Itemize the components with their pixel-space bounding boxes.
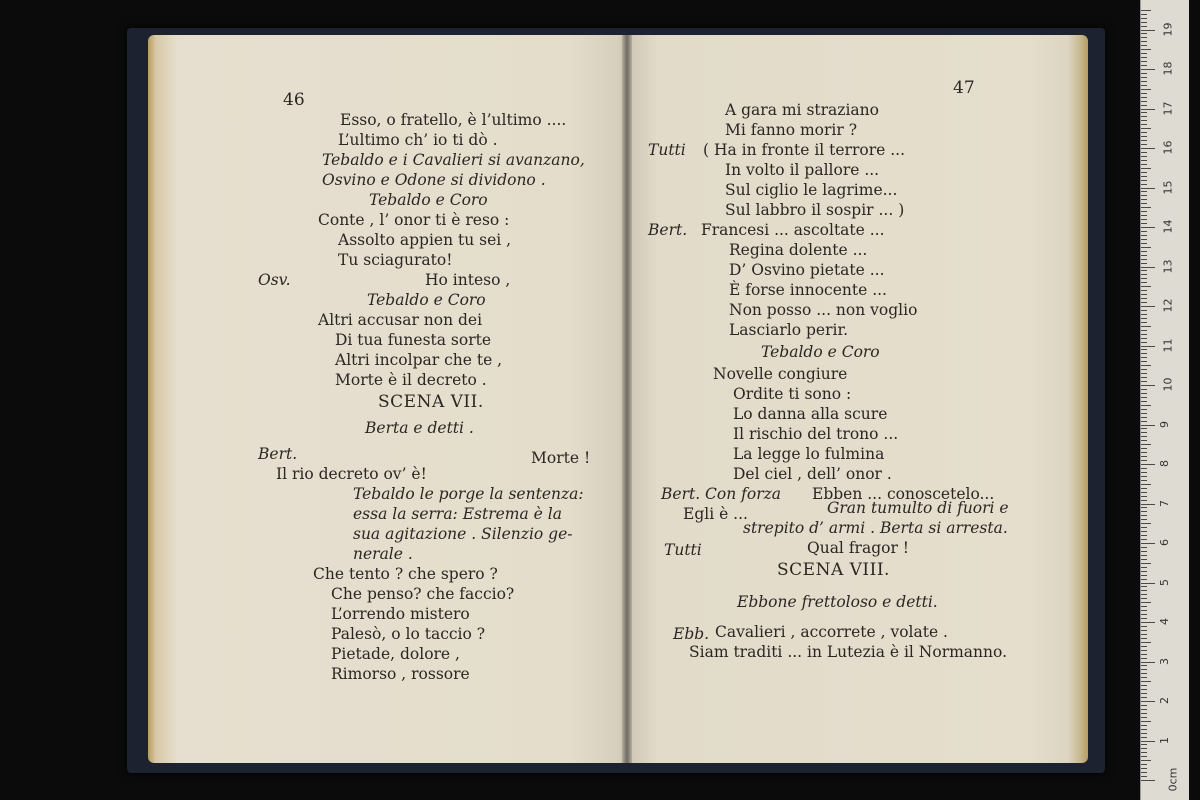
ruler-tick — [1141, 33, 1147, 34]
ruler-tick — [1141, 227, 1155, 228]
text-line: Altri incolpar che te , — [335, 351, 503, 369]
ruler-tick — [1141, 729, 1147, 730]
ruler-number: 7 — [1158, 499, 1171, 507]
ruler-tick — [1141, 590, 1147, 591]
text-line: Tutti — [664, 541, 702, 559]
text-line: Cavalieri , accorrete , volate . — [715, 623, 948, 641]
text-line: Ebbone frettoloso e detti. — [737, 593, 938, 611]
ruler-tick — [1141, 539, 1147, 540]
ruler-tick — [1141, 460, 1147, 461]
ruler-tick — [1141, 85, 1147, 86]
ruler-number: 3 — [1158, 657, 1171, 665]
text-line: A gara mi straziano — [725, 101, 879, 119]
ruler-tick — [1141, 594, 1147, 595]
ruler-tick — [1141, 22, 1147, 23]
text-line: strepito d’ armi . Berta si arresta. — [743, 519, 1008, 537]
ruler-tick — [1141, 239, 1147, 240]
ruler-number: 18 — [1161, 61, 1175, 76]
ruler-tick — [1141, 488, 1147, 489]
page-number: 46 — [283, 90, 305, 110]
text-line: Bert. — [258, 445, 298, 463]
ruler-tick — [1141, 109, 1155, 110]
text-line: Tu sciagurato! — [338, 251, 453, 269]
text-line: ( Ha in fronte il terrore ... — [703, 141, 905, 159]
ruler-tick — [1141, 650, 1147, 651]
ruler-tick — [1141, 737, 1147, 738]
ruler-tick — [1141, 401, 1147, 402]
ruler-tick — [1141, 73, 1147, 74]
text-line: Sul ciglio le lagrime... — [725, 181, 898, 199]
text-line: Mi fanno morir ? — [725, 121, 857, 139]
ruler-tick — [1141, 772, 1147, 773]
ruler-tick — [1141, 417, 1147, 418]
ruler-tick — [1141, 338, 1147, 339]
ruler-tick — [1141, 334, 1147, 335]
ruler-tick — [1141, 231, 1147, 232]
ruler-tick — [1141, 413, 1147, 414]
ruler-tick — [1141, 318, 1147, 319]
ruler-tick — [1141, 665, 1147, 666]
ruler-tick — [1141, 484, 1151, 485]
ruler-tick — [1141, 397, 1147, 398]
ruler-tick — [1141, 642, 1151, 643]
ruler-tick — [1141, 618, 1147, 619]
text-line: Ebb. — [673, 625, 710, 643]
ruler-tick — [1141, 452, 1147, 453]
ruler-tick — [1141, 195, 1147, 196]
ruler-tick — [1141, 646, 1147, 647]
ruler-tick — [1141, 357, 1147, 358]
text-line: È forse innocente ... — [729, 281, 887, 299]
ruler-tick — [1141, 669, 1147, 670]
ruler-tick — [1141, 346, 1155, 347]
text-line: L’orrendo mistero — [331, 605, 470, 623]
page-number: 47 — [953, 78, 975, 98]
ruler-tick — [1141, 26, 1147, 27]
ruler-tick — [1141, 97, 1147, 98]
text-line: Siam traditi ... in Lutezia è il Normanno. — [689, 643, 1007, 661]
ruler-tick — [1141, 45, 1147, 46]
ruler-tick — [1141, 168, 1151, 169]
text-line: nerale . — [353, 545, 413, 563]
ruler-tick — [1141, 555, 1147, 556]
text-line: Assolto appien tu sei , — [338, 231, 512, 249]
ruler-number: 1 — [1158, 736, 1171, 744]
ruler-tick — [1141, 310, 1147, 311]
text-line: Lasciarlo perir. — [729, 321, 849, 339]
ruler-tick — [1141, 717, 1147, 718]
ruler-tick — [1141, 116, 1147, 117]
ruler-tick — [1141, 37, 1147, 38]
ruler-tick — [1141, 188, 1155, 189]
ruler-tick — [1141, 559, 1147, 560]
text-line: Rimorso , rossore — [331, 665, 470, 683]
ruler-tick — [1141, 472, 1147, 473]
ruler-tick — [1141, 507, 1147, 508]
text-line: Il rischio del trono ... — [733, 425, 899, 443]
text-line: Osvino e Odone si dividono . — [322, 171, 546, 189]
ruler-tick — [1141, 377, 1147, 378]
ruler-tick — [1141, 176, 1147, 177]
text-line: Sul labbro il sospir ... ) — [725, 201, 905, 219]
ruler-tick — [1141, 270, 1147, 271]
ruler-tick — [1141, 527, 1147, 528]
ruler-tick — [1141, 515, 1147, 516]
ruler-tick — [1141, 101, 1147, 102]
ruler-tick — [1141, 456, 1147, 457]
ruler-tick — [1141, 61, 1147, 62]
ruler-tick — [1141, 598, 1147, 599]
ruler-tick — [1141, 302, 1147, 303]
ruler-tick — [1141, 223, 1147, 224]
ruler-tick — [1141, 330, 1147, 331]
ruler-tick — [1141, 342, 1147, 343]
text-line: D’ Osvino pietate ... — [729, 261, 885, 279]
ruler-tick — [1141, 583, 1155, 584]
text-line: Gran tumulto di fuori e — [827, 499, 1009, 517]
ruler-tick — [1141, 741, 1155, 742]
ruler-tick — [1141, 18, 1147, 19]
ruler-tick — [1141, 152, 1147, 153]
ruler-tick — [1141, 259, 1147, 260]
ruler-tick — [1141, 721, 1151, 722]
ruler-tick — [1141, 586, 1147, 587]
ruler-tick — [1141, 282, 1147, 283]
ruler-number: 6 — [1158, 539, 1171, 546]
ruler-tick — [1141, 120, 1147, 121]
ruler-tick — [1141, 519, 1147, 520]
ruler-tick — [1141, 523, 1151, 524]
ruler-tick — [1141, 385, 1155, 386]
text-line: Tebaldo le porge la sentenza: — [353, 485, 584, 503]
ruler-number: 15 — [1161, 180, 1175, 194]
ruler-tick — [1141, 531, 1147, 532]
ruler-tick — [1141, 365, 1151, 366]
text-line: Del ciel , dell’ onor . — [733, 465, 892, 483]
ruler-tick — [1141, 369, 1147, 370]
ruler-tick — [1141, 314, 1147, 315]
ruler-tick — [1141, 440, 1147, 441]
ruler-tick — [1141, 409, 1147, 410]
ruler-tick — [1141, 654, 1147, 655]
ruler-tick — [1141, 630, 1147, 631]
text-line: Qual fragor ! — [807, 539, 910, 557]
ruler-number: 4 — [1158, 618, 1171, 625]
ruler-number: 16 — [1161, 140, 1175, 155]
text-line: Che penso? che faccio? — [331, 585, 515, 603]
ruler-tick — [1141, 30, 1155, 31]
ruler-tick — [1141, 448, 1147, 449]
ruler-tick — [1141, 756, 1147, 757]
ruler-tick — [1141, 393, 1147, 394]
ruler-tick — [1141, 160, 1147, 161]
ruler-tick — [1141, 306, 1155, 307]
text-line: Osv. — [258, 271, 291, 289]
ruler-tick — [1141, 496, 1147, 497]
ruler-tick — [1141, 468, 1147, 469]
ruler-tick — [1141, 768, 1147, 769]
text-line: SCENA VII. — [378, 392, 484, 412]
ruler-tick — [1141, 298, 1147, 299]
ruler-tick — [1141, 93, 1147, 94]
ruler-tick — [1141, 326, 1151, 327]
ruler-tick — [1141, 760, 1151, 761]
ruler-tick — [1141, 610, 1147, 611]
ruler-number: 13 — [1161, 259, 1175, 273]
ruler-tick — [1141, 476, 1147, 477]
text-line: La legge lo fulmina — [733, 445, 885, 463]
ruler-tick — [1141, 658, 1147, 659]
ruler-tick — [1141, 492, 1147, 493]
ruler-tick — [1141, 184, 1147, 185]
ruler-tick — [1141, 480, 1147, 481]
ruler-tick — [1141, 511, 1147, 512]
ruler-tick — [1141, 547, 1147, 548]
ruler-tick — [1141, 673, 1147, 674]
ruler-tick — [1141, 128, 1151, 129]
ruler-tick — [1141, 500, 1147, 501]
ruler-tick — [1141, 112, 1147, 113]
ruler-tick — [1141, 144, 1147, 145]
ruler-tick — [1141, 132, 1147, 133]
text-line: Esso, o fratello, è l’ultimo .... — [340, 111, 567, 129]
ruler-tick — [1141, 53, 1147, 54]
ruler-tick — [1141, 14, 1147, 15]
text-line: sua agitazione . Silenzio ge- — [353, 525, 573, 543]
ruler-tick — [1141, 685, 1147, 686]
text-line: Ebben ... conoscetelo... — [812, 485, 995, 503]
ruler-tick — [1141, 764, 1147, 765]
text-line: Che tento ? che spero ? — [313, 565, 498, 583]
text-line: Egli è ... — [683, 505, 748, 523]
ruler-tick — [1141, 551, 1147, 552]
ruler-tick — [1141, 733, 1147, 734]
ruler-tick — [1141, 353, 1147, 354]
ruler-tick — [1141, 243, 1147, 244]
ruler-tick — [1141, 436, 1147, 437]
text-line: Altri accusar non dei — [318, 311, 483, 329]
ruler-tick — [1141, 124, 1147, 125]
ruler-tick — [1141, 602, 1151, 603]
ruler-tick — [1141, 504, 1155, 505]
ruler-tick — [1141, 164, 1147, 165]
ruler-tick — [1141, 567, 1147, 568]
text-line: Tebaldo e Coro — [369, 191, 488, 209]
text-line: Novelle congiure — [713, 365, 848, 383]
ruler-tick — [1141, 638, 1147, 639]
ruler-tick — [1141, 425, 1155, 426]
ruler-tick — [1141, 278, 1147, 279]
ruler-tick — [1141, 571, 1147, 572]
ruler-tick — [1141, 432, 1147, 433]
ruler-tick — [1141, 713, 1147, 714]
ruler-tick — [1141, 428, 1147, 429]
ruler-tick — [1141, 725, 1147, 726]
ruler-tick — [1141, 381, 1147, 382]
ruler-number: 17 — [1161, 101, 1175, 115]
ruler-tick — [1141, 361, 1147, 362]
ruler-tick — [1141, 219, 1147, 220]
ruler-number: 10 — [1161, 377, 1175, 392]
text-line: Ho inteso , — [425, 271, 511, 289]
ruler-number: 9 — [1158, 420, 1171, 428]
ruler-tick — [1141, 274, 1147, 275]
ruler-tick — [1141, 41, 1147, 42]
ruler-number: 5 — [1158, 578, 1171, 586]
ruler-tick — [1141, 49, 1151, 50]
ruler-tick — [1141, 286, 1151, 287]
ruler-tick — [1141, 626, 1147, 627]
ruler-number: 8 — [1158, 460, 1171, 467]
ruler-tick — [1141, 748, 1147, 749]
text-line: Pietade, dolore , — [331, 645, 460, 663]
left-page — [148, 35, 625, 763]
right-page — [628, 35, 1088, 763]
ruler-tick — [1141, 780, 1155, 781]
text-line: In volto il pallore ... — [725, 161, 880, 179]
ruler-tick — [1141, 622, 1155, 623]
text-line: L’ultimo ch’ io ti dò . — [338, 131, 498, 149]
ruler-tick — [1141, 105, 1147, 106]
ruler-tick — [1141, 701, 1155, 702]
text-line: Non posso ... non voglio — [729, 301, 918, 319]
text-line: Bert. Con forza — [661, 485, 782, 503]
ruler-number: 11 — [1161, 338, 1175, 352]
measuring-ruler — [1140, 0, 1189, 800]
text-line: Berta e detti . — [365, 419, 474, 437]
ruler-tick — [1141, 251, 1147, 252]
text-line: Tebaldo e Coro — [367, 291, 486, 309]
ruler-tick — [1141, 294, 1147, 295]
ruler-tick — [1141, 689, 1147, 690]
ruler-tick — [1141, 579, 1147, 580]
ruler-tick — [1141, 57, 1147, 58]
text-line: Conte , l’ onor ti è reso : — [318, 211, 510, 229]
text-line: Ordite ti sono : — [733, 385, 852, 403]
ruler-tick — [1141, 464, 1155, 465]
ruler-tick — [1141, 752, 1147, 753]
ruler-tick — [1141, 662, 1155, 663]
ruler-tick — [1141, 776, 1147, 777]
ruler-tick — [1141, 405, 1151, 406]
text-line: Bert. — [648, 221, 688, 239]
ruler-tick — [1141, 681, 1151, 682]
text-line: Di tua funesta sorte — [335, 331, 492, 349]
ruler-tick — [1141, 614, 1147, 615]
text-line: Morte è il decreto . — [335, 371, 487, 389]
ruler-tick — [1141, 677, 1147, 678]
text-line: Francesi ... ascoltate ... — [701, 221, 885, 239]
text-line: Palesò, o lo taccio ? — [331, 625, 486, 643]
ruler-tick — [1141, 263, 1147, 264]
text-line: Tebaldo e Coro — [761, 343, 880, 361]
ruler-tick — [1141, 247, 1151, 248]
ruler-tick — [1141, 211, 1147, 212]
text-line: essa la serra: Estrema è la — [353, 505, 562, 523]
ruler-tick — [1141, 563, 1151, 564]
ruler-number: 2 — [1158, 697, 1171, 704]
ruler-tick — [1141, 235, 1147, 236]
ruler-tick — [1141, 267, 1155, 268]
ruler-tick — [1141, 191, 1147, 192]
text-line: Regina dolente ... — [729, 241, 868, 259]
ruler-tick — [1141, 575, 1147, 576]
ruler-tick — [1141, 140, 1147, 141]
ruler-tick — [1141, 705, 1147, 706]
ruler-tick — [1141, 215, 1147, 216]
ruler-tick — [1141, 77, 1147, 78]
ruler-tick — [1141, 606, 1147, 607]
ruler-tick — [1141, 349, 1147, 350]
ruler-tick — [1141, 199, 1147, 200]
ruler-tick — [1141, 136, 1147, 137]
ruler-tick — [1141, 634, 1147, 635]
ruler-tick — [1141, 421, 1147, 422]
ruler-tick — [1141, 373, 1147, 374]
ruler-tick — [1141, 81, 1147, 82]
ruler-tick — [1141, 89, 1151, 90]
text-line: Il rio decreto ov’ è! — [276, 465, 427, 483]
ruler-tick — [1141, 65, 1147, 66]
ruler-tick — [1141, 444, 1151, 445]
ruler-tick — [1141, 744, 1147, 745]
text-line: Morte ! — [531, 449, 591, 467]
text-line: Lo danna alla scure — [733, 405, 888, 423]
ruler-tick — [1141, 207, 1151, 208]
ruler-tick — [1141, 148, 1155, 149]
ruler-tick — [1141, 543, 1155, 544]
ruler-tick — [1141, 697, 1147, 698]
ruler-tick — [1141, 709, 1147, 710]
text-line: Tebaldo e i Cavalieri si avanzano, — [322, 151, 585, 169]
ruler-tick — [1141, 156, 1147, 157]
ruler-tick — [1141, 203, 1147, 204]
ruler-tick — [1141, 389, 1147, 390]
ruler-number: 12 — [1161, 298, 1175, 313]
ruler-tick — [1141, 693, 1147, 694]
ruler-tick — [1141, 322, 1147, 323]
book-gutter — [622, 35, 632, 763]
ruler-tick — [1141, 255, 1147, 256]
ruler-tick — [1141, 180, 1147, 181]
ruler-tick — [1141, 10, 1151, 11]
ruler-number: 0cm — [1166, 767, 1180, 792]
text-line: SCENA VIII. — [777, 560, 890, 580]
ruler-tick — [1141, 290, 1147, 291]
ruler-number: 14 — [1161, 219, 1175, 234]
ruler-tick — [1141, 69, 1155, 70]
ruler-number: 19 — [1161, 22, 1175, 36]
ruler-tick — [1141, 172, 1147, 173]
text-line: Tutti — [648, 141, 686, 159]
ruler-tick — [1141, 535, 1147, 536]
